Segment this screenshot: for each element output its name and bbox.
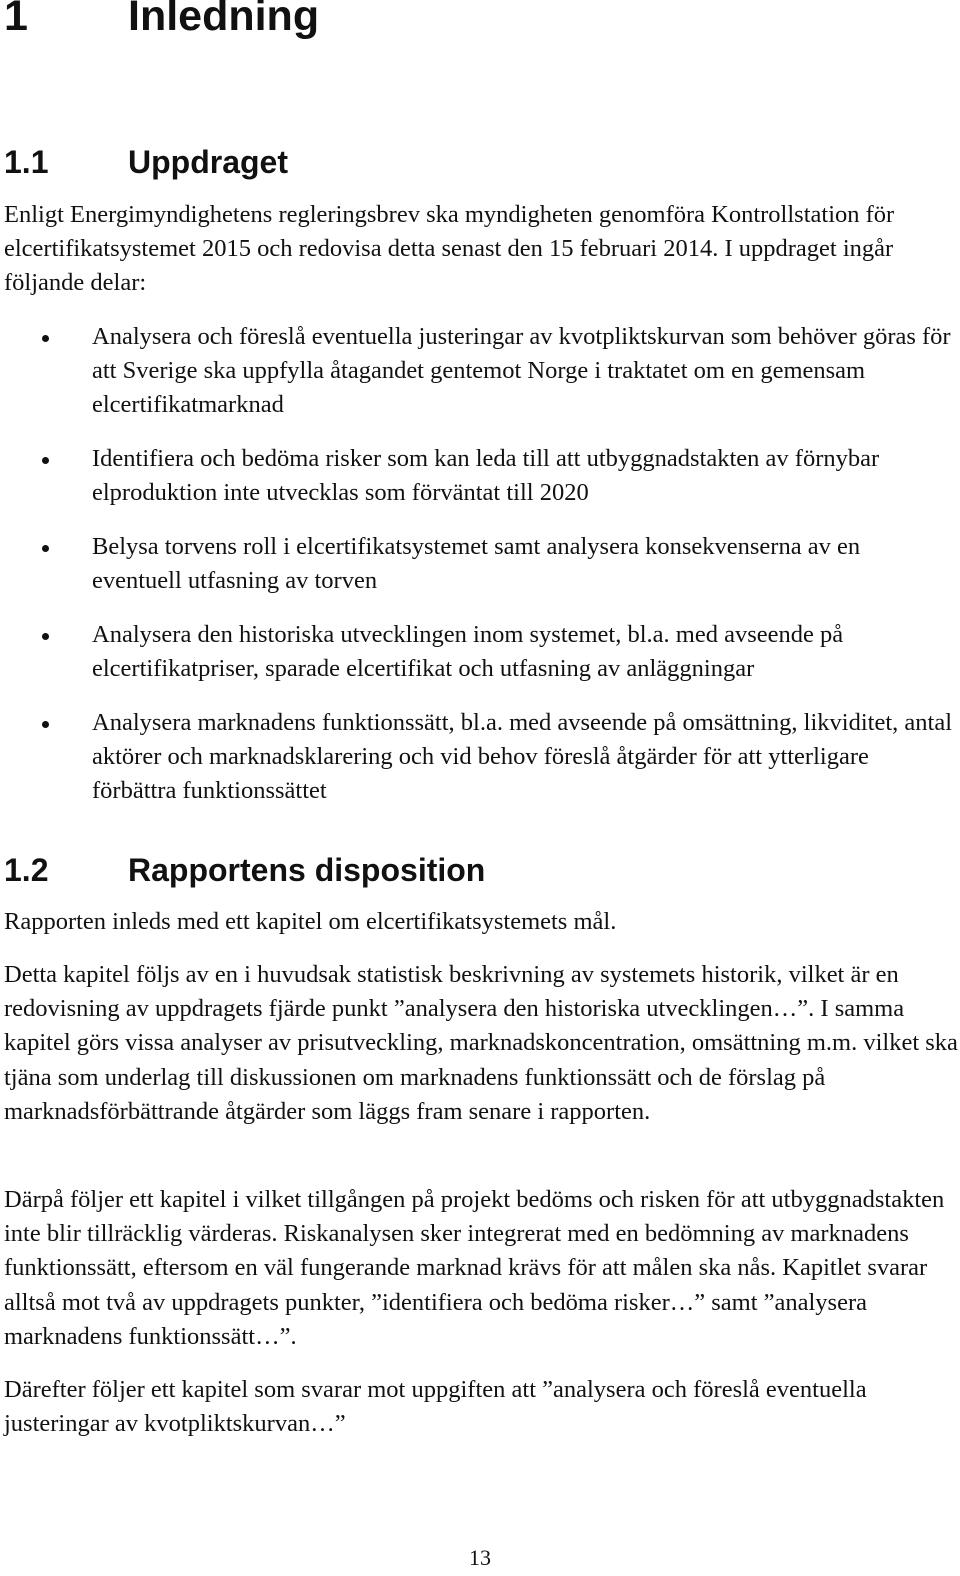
list-item-text: Belysa torvens roll i elcertifikatsystemet samt analysera konsekvenserna av en eventuell utfasning av torven (92, 533, 861, 595)
bullet-icon (42, 457, 49, 464)
list-item-text: Identifiera och bedöma risker som kan leda till att utbyggnadstakten av förnybar elproduktion inte utvecklas som förväntat till 2020 (92, 445, 880, 507)
disposition-paragraph-2: Detta kapitel följs av en i huvudsak statistisk beskrivning av systemets historik, vilket är en redovisning av uppdragets fjärde punkt ”analysera den historiska utvecklingen…”. I samma kapitel görs vissa analyser av prisutveckling, marknadskoncentration, omsättning m.m. vilket ska tjäna som underlag till diskussionen om marknadens funktionssätt och de förslag på marknadsförbättrande åtgärder som läggs fram senare i rapporten. (4, 961, 958, 1125)
bullet-icon (42, 545, 49, 552)
disposition-paragraph-4: Därefter följer ett kapitel som svarar mot uppgiften att ”analysera och föreslå eventuella justeringar av kvotpliktskurvan…” (4, 1376, 867, 1438)
list-item-text: Analysera och föreslå eventuella justeringar av kvotpliktskurvan som behöver göras för att Sverige ska uppfylla åtagandet gentemot Norge i traktatet om en gemensam elcertifikatmarknad (92, 323, 951, 419)
chapter-title: Inledning (128, 0, 320, 40)
page-number: 13 (469, 1545, 491, 1570)
section-number: 1.1 (4, 144, 49, 180)
bullet-icon (42, 335, 49, 342)
disposition-paragraph-3: Därpå följer ett kapitel i vilket tillgången på projekt bedöms och risken för att utbyggnadstakten inte blir tillräcklig värderas. Riskanalysen sker integrerat med en bedömning av marknadens funktionssätt, eftersom en väl fungerande marknad krävs för att målen ska nås. Kapitlet svarar alltså mot två av uppdragets punkter, ”identifiera och bedöma risker…” samt ”analysera marknadens funktionssätt…”. (4, 1186, 945, 1350)
chapter-number: 1 (4, 0, 28, 40)
bullet-icon (42, 633, 49, 640)
disposition-paragraph-1: Rapporten inleds med ett kapitel om elcertifikatsystemets mål. (4, 908, 617, 935)
section-title: Rapportens disposition (128, 852, 486, 888)
section-title: Uppdraget (128, 144, 288, 180)
section-number: 1.2 (4, 852, 49, 888)
list-item-text: Analysera den historiska utvecklingen inom systemet, bl.a. med avseende på elcertifikatpriser, sparade elcertifikat och utfasning av anläggningar (92, 621, 844, 683)
bullet-icon (42, 721, 49, 728)
list-item-text: Analysera marknadens funktionssätt, bl.a. med avseende på omsättning, likviditet, antal aktörer och marknadsklarering och vid behov föreslå åtgärder för att ytterligare förbättra funktionssättet (92, 709, 953, 805)
intro-paragraph: Enligt Energimyndighetens regleringsbrev ska myndigheten genomföra Kontrollstation för elcertifikatsystemet 2015 och redovisa detta senast den 15 februari 2014. I uppdraget ingår följande delar: (4, 201, 895, 297)
